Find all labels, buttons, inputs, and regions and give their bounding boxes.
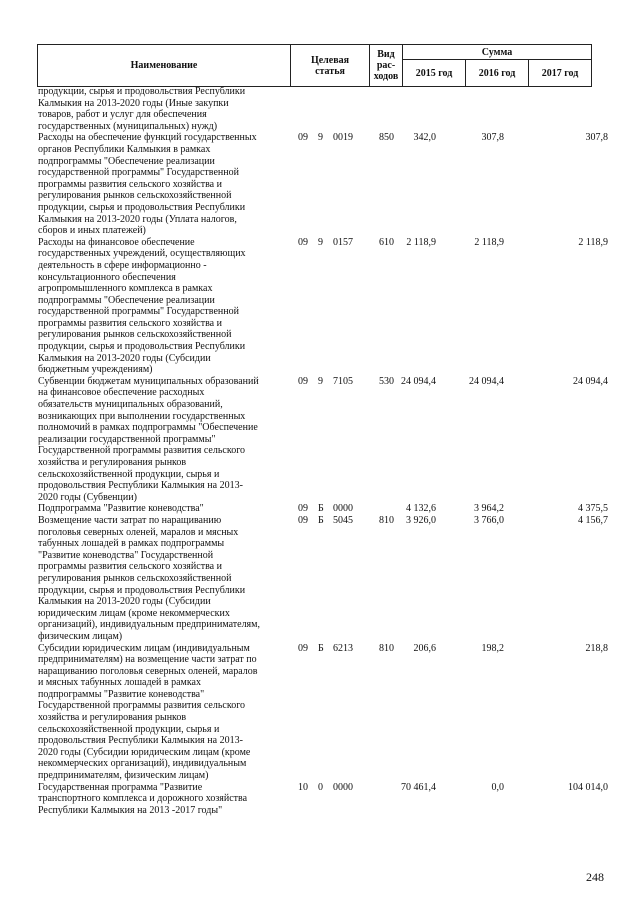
- row-name-line: Субсидии юридическим лицам (индивидуальным: [38, 642, 250, 654]
- row-name-line: сельскохозяйственной продукции, сырья и: [38, 468, 220, 480]
- table-row: [38, 376, 608, 504]
- row-name-line: поголовья северных оленей, маралов и мясных: [38, 526, 239, 538]
- row-sum-2017: 104 014,0: [568, 781, 608, 793]
- row-sum-2015: 24 094,4: [401, 375, 436, 387]
- row-name-line: государственной программы" Государственной: [38, 167, 239, 179]
- row-code-section: 09: [298, 375, 308, 387]
- row-code-item: 0019: [333, 132, 353, 144]
- table-row: [38, 86, 608, 132]
- row-name: [38, 132, 290, 236]
- row-code-item: 0000: [333, 503, 353, 515]
- row-name: [38, 237, 290, 376]
- row-name-line: Возмещение части затрат по наращиванию: [38, 514, 222, 526]
- row-code-section: 09: [298, 236, 308, 248]
- row-name-line: подпрограммы "Развитие коневодства": [38, 688, 205, 700]
- table-header: [37, 44, 592, 87]
- row-name-line: агропромышленного комплекса в рамках: [38, 283, 213, 295]
- row-code-program: 9: [318, 236, 323, 248]
- row-name-line: продукции, сырья и продовольствия Республики: [38, 584, 246, 596]
- row-sum-2016: 0,0: [491, 781, 504, 793]
- header-target-article: Целевая статья: [291, 45, 370, 87]
- row-expense-type: 810: [379, 642, 394, 654]
- row-name-line: хозяйства и регулирования рынков: [38, 712, 187, 724]
- row-sum-2015: 4 132,6: [406, 503, 436, 515]
- row-name-line: продукции, сырья и продовольствия Республики: [38, 201, 246, 213]
- row-code-section: 10: [298, 781, 308, 793]
- row-name-line: Калмыкия на 2013-2020 годы (Субсидии: [38, 596, 211, 608]
- row-name-line: возникающих при выполнении государственных: [38, 410, 246, 422]
- row-name-line: деятельность в сфере информационно -: [38, 259, 207, 271]
- row-name-line: регулирования рынков сельскохозяйственной: [38, 572, 232, 584]
- row-name-line: "Развитие коневодства" Государственной: [38, 549, 214, 561]
- row-name-line: Калмыкия на 2013-2020 годы (Уплата налогов,: [38, 213, 237, 225]
- row-code-section: 09: [298, 642, 308, 654]
- row-name-line: государственных учреждений, осуществляющих: [38, 248, 246, 260]
- row-name-line: Государственная программа "Развитие: [38, 781, 203, 793]
- row-name-line: продукции, сырья и продовольствия Республики: [38, 86, 246, 97]
- page-number: 248: [586, 870, 604, 884]
- row-name-line: подпрограммы "Обеспечение реализации: [38, 294, 215, 306]
- table-row: [38, 643, 608, 782]
- row-name-line: 2020 годы (Субвенции): [38, 491, 137, 503]
- row-code-item: 7105: [333, 375, 353, 387]
- row-name-line: продовольствия Республики Калмыкия на 2013-: [38, 735, 243, 747]
- row-sum-2016: 2 118,9: [474, 236, 504, 248]
- row-name-line: программы развития сельского хозяйства и: [38, 178, 222, 190]
- row-name-line: регулирования рынков сельскохозяйственной: [38, 190, 232, 202]
- row-name-line: подпрограммы "Обеспечение реализации: [38, 155, 215, 167]
- row-sum-2016: 198,2: [481, 642, 504, 654]
- row-name-line: предпринимателям, физическим лицам): [38, 770, 209, 782]
- row-code-program: Б: [318, 503, 324, 515]
- table-row: [38, 503, 608, 515]
- row-name-line: предпринимателям) на возмещение части затрат по: [38, 654, 257, 666]
- row-name-line: Калмыкия на 2013-2020 годы (Иные закупки: [38, 97, 229, 109]
- row-name-line: программы развития сельского хозяйства и: [38, 561, 222, 573]
- table-row: [38, 782, 608, 817]
- table-body: [38, 86, 608, 816]
- row-name-line: реализации государственной программы": [38, 433, 216, 445]
- row-name-line: сборов и иных платежей): [38, 225, 146, 237]
- row-name-line: транспортного комплекса и дорожного хозяйства: [38, 793, 248, 805]
- row-code-section: 09: [298, 503, 308, 515]
- row-name: [38, 515, 290, 643]
- row-name: [38, 376, 290, 504]
- row-name: [38, 86, 290, 132]
- row-name-line: государственных (муниципальных) нужд): [38, 120, 218, 132]
- row-name-line: наращиванию поголовья северных оленей, маралов: [38, 665, 258, 677]
- row-name-line: хозяйства и регулирования рынков: [38, 457, 187, 468]
- row-name-line: на финансовое обеспечение расходных: [38, 387, 205, 399]
- row-sum-2015: 342,0: [413, 132, 436, 144]
- table-row: [38, 515, 608, 643]
- row-name-line: Подпрограмма "Развитие коневодства": [38, 503, 204, 515]
- row-sum-2017: 4 375,5: [578, 503, 608, 515]
- row-name-line: Государственной программы развития сельского: [38, 700, 246, 712]
- row-name-line: обязательств муниципальных образований,: [38, 399, 223, 411]
- row-name-line: организаций), индивидуальным предпринимателям,: [38, 619, 260, 631]
- row-code-item: 0157: [333, 236, 353, 248]
- row-name-line: 2020 годы (Субсидии юридическим лицам (кроме: [38, 746, 251, 758]
- row-name-line: продукции, сырья и продовольствия Республики: [38, 341, 246, 353]
- row-sum-2017: 2 118,9: [578, 236, 608, 248]
- row-code-item: 6213: [333, 642, 353, 654]
- row-code-program: Б: [318, 514, 324, 526]
- row-expense-type: 810: [379, 514, 394, 526]
- row-name-line: и мясных табунных лошадей в рамках: [38, 677, 201, 689]
- row-code-section: 09: [298, 514, 308, 526]
- header-sum: Сумма: [403, 45, 592, 60]
- row-sum-2016: 307,8: [481, 132, 504, 144]
- row-code-program: 9: [318, 132, 323, 144]
- row-name-line: Расходы на обеспечение функций государственных: [38, 132, 257, 144]
- row-code-section: 09: [298, 132, 308, 144]
- row-name-line: регулирования рынков сельскохозяйственной: [38, 329, 232, 341]
- row-sum-2016: 3 766,0: [474, 514, 504, 526]
- row-sum-2015: 206,6: [413, 642, 436, 654]
- row-sum-2015: 70 461,4: [401, 781, 436, 793]
- row-code-program: Б: [318, 642, 324, 654]
- row-sum-2017: 24 094,4: [573, 375, 608, 387]
- row-code-program: 0: [318, 781, 323, 793]
- row-code-program: 9: [318, 375, 323, 387]
- row-name: [38, 643, 290, 782]
- row-sum-2016: 24 094,4: [469, 375, 504, 387]
- row-sum-2015: 3 926,0: [406, 514, 436, 526]
- row-name-line: консультационного обеспечения: [38, 271, 176, 283]
- row-name-line: сельскохозяйственной продукции, сырья и: [38, 723, 220, 735]
- row-name-line: государственной программы" Государственной: [38, 306, 239, 318]
- table-row: [38, 237, 608, 376]
- row-sum-2017: 218,8: [585, 642, 608, 654]
- row-name-line: физическим лицам): [38, 630, 123, 642]
- row-name-line: табунных лошадей в рамках подпрограммы: [38, 538, 225, 550]
- table-row: [38, 132, 608, 236]
- row-code-item: 5045: [333, 514, 353, 526]
- row-name-line: Республики Калмыкия на 2013 -2017 годы": [38, 804, 223, 816]
- row-name-line: бюджетным учреждениям): [38, 364, 153, 376]
- row-name-line: продовольствия Республики Калмыкия на 2013-: [38, 480, 243, 492]
- row-name-line: полномочий в рамках подпрограммы "Обеспечение: [38, 422, 258, 434]
- row-name-line: товаров, работ и услуг для обеспечения: [38, 109, 207, 121]
- row-expense-type: 530: [379, 375, 394, 387]
- header-year-2016: 2016 год: [466, 60, 529, 87]
- row-name-line: органов Республики Калмыкия в рамках: [38, 143, 211, 155]
- row-expense-type: 850: [379, 132, 394, 144]
- row-sum-2017: 307,8: [585, 132, 608, 144]
- header-year-2015: 2015 год: [403, 60, 466, 87]
- row-name: [38, 782, 290, 817]
- row-expense-type: 610: [379, 236, 394, 248]
- row-name-line: Расходы на финансовое обеспечение: [38, 236, 195, 248]
- row-name-line: некоммерческих организаций), индивидуальным: [38, 758, 247, 770]
- row-sum-2015: 2 118,9: [406, 236, 436, 248]
- row-name-line: юридическим лицам (кроме некоммерческих: [38, 607, 230, 619]
- row-name-line: Государственной программы развития сельского: [38, 445, 246, 457]
- row-name-line: Калмыкия на 2013-2020 годы (Субсидии: [38, 352, 211, 364]
- row-code-item: 0000: [333, 781, 353, 793]
- header-name: Наименование: [38, 45, 291, 87]
- row-name-line: Субвенции бюджетам муниципальных образований: [38, 375, 259, 387]
- header-expense-type: Вид рас- ходов: [370, 45, 403, 87]
- row-name-line: программы развития сельского хозяйства и: [38, 317, 222, 329]
- row-sum-2017: 4 156,7: [578, 514, 608, 526]
- header-year-2017: 2017 год: [529, 60, 592, 87]
- row-sum-2016: 3 964,2: [474, 503, 504, 515]
- row-name: [38, 503, 290, 515]
